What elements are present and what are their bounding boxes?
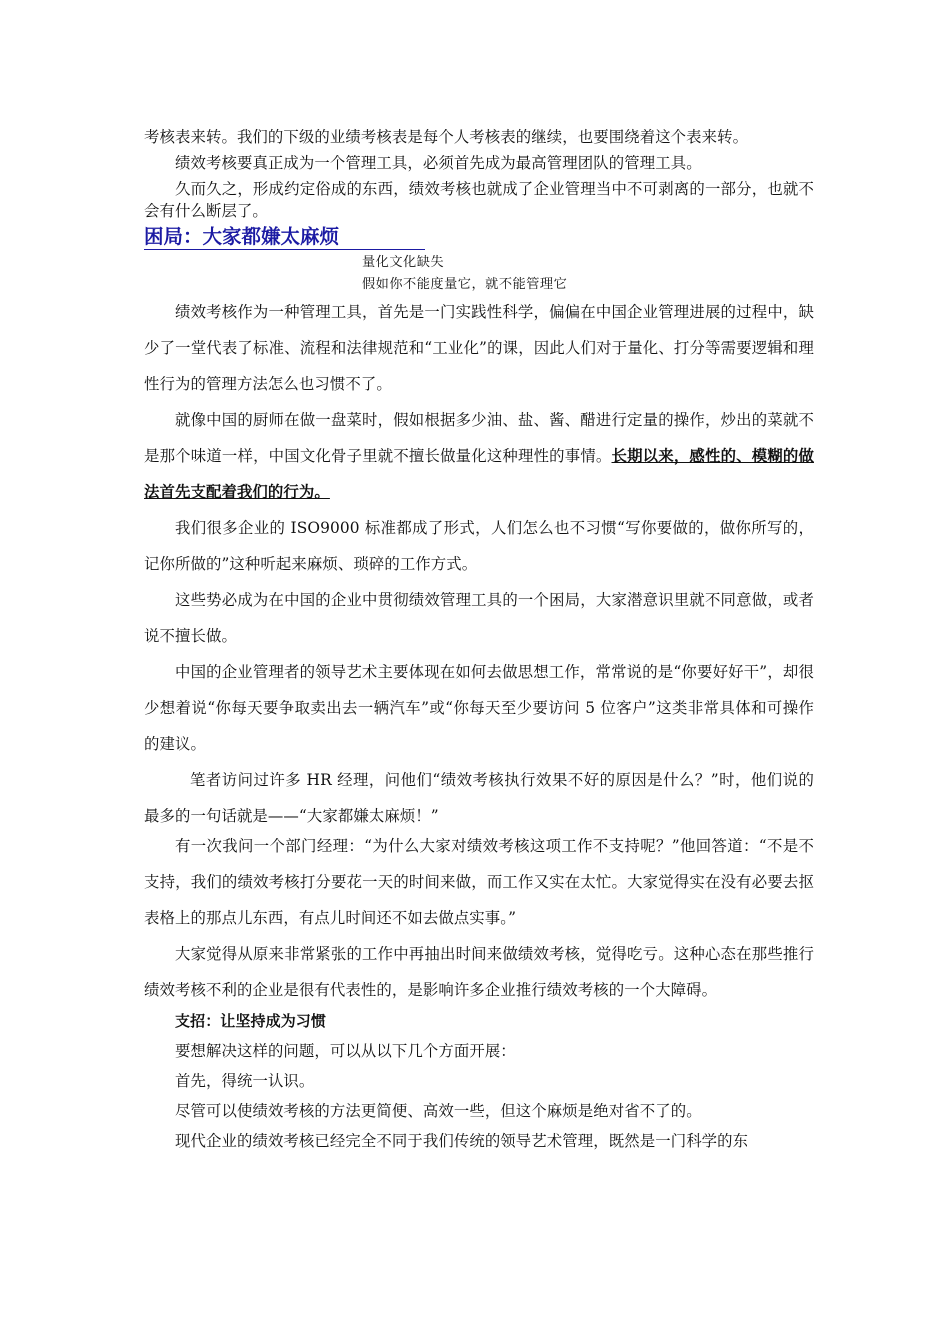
- paragraph-body-2-text: 就像中国的厨师在做一盘菜时，假如根据多少油、盐、酱、醋进行定量的操作，炒出的菜就不是那个味道一样，中国文化骨子里就不擅长做量化这种理性的事情。: [144, 411, 814, 465]
- paragraph-intro-2: 绩效考核要真正成为一个管理工具，必须首先成为最高管理团队的管理工具。: [175, 154, 702, 172]
- tips-paragraph-1: 要想解决这样的问题，可以从以下几个方面开展：: [175, 1042, 516, 1060]
- section-heading-wrap: [144, 222, 814, 250]
- paragraph-body-2-emphasis: 长期以来，感性的、模糊的做法首先支配着我们的行为。: [144, 447, 814, 501]
- tips-heading: 支招：让坚持成为习惯: [175, 1012, 327, 1030]
- section-subtitle-2: 假如你不能度量它，就不能管理它: [362, 277, 568, 292]
- tips-paragraph-4: 现代企业的绩效考核已经完全不同于我们传统的领导艺术管理，既然是一门科学的东: [175, 1132, 749, 1150]
- tips-paragraph-2: 首先，得统一认识。: [175, 1072, 315, 1090]
- paragraph-intro-3: 久而久之，形成约定俗成的东西，绩效考核也就成了企业管理当中不可剥离的一部分，也就不会有什么断层了。: [144, 180, 814, 220]
- paragraph-body-3: 我们很多企业的 ISO9000 标准都成了形式，人们怎么也不习惯“写你要做的，做你所写的，记你所做的”这种听起来麻烦、琐碎的工作方式。: [144, 519, 814, 573]
- paragraph-body-4: 这些势必成为在中国的企业中贯彻绩效管理工具的一个困局，大家潜意识里就不同意做，或者说不擅长做。: [144, 591, 814, 645]
- paragraph-intro-1: 考核表来转。我们的下级的业绩考核表是每个人考核表的继续，也要围绕着这个表来转。: [144, 128, 749, 146]
- section-title: 困局：大家都嫌太麻烦: [144, 224, 425, 250]
- tips-paragraph-3: 尽管可以使绩效考核的方法更简便、高效一些，但这个麻烦是绝对省不了的。: [175, 1102, 702, 1120]
- paragraph-body-8: 大家觉得从原来非常紧张的工作中再抽出时间来做绩效考核，觉得吃亏。这种心态在那些推行绩效考核不利的企业是很有代表性的，是影响许多企业推行绩效考核的一个大障碍。: [144, 945, 814, 999]
- section-subtitle-1: 量化文化缺失: [362, 255, 445, 270]
- paragraph-body-7: 有一次我问一个部门经理：“为什么大家对绩效考核这项工作不支持呢？”他回答道：“不是不支持，我们的绩效考核打分要花一天的时间来做，而工作又实在太忙。大家觉得实在没有必要去抠表格上的那点儿东西，有点儿时间还不如去做点实事。”: [144, 837, 814, 927]
- document-page: [144, 124, 814, 1156]
- paragraph-body-5: 中国的企业管理者的领导艺术主要体现在如何去做思想工作，常常说的是“你要好好干”，却很少想着说“你每天要争取卖出去一辆汽车”或“你每天至少要访问 5 位客户”这类非常具体和可操作的建议。: [144, 663, 814, 753]
- paragraph-body-6: 笔者访问过许多 HR 经理，问他们“绩效考核执行效果不好的原因是什么？”时，他们说的最多的一句话就是——“大家都嫌太麻烦！”: [144, 771, 814, 825]
- paragraph-body-2: [144, 402, 814, 510]
- paragraph-body-1: 绩效考核作为一种管理工具，首先是一门实践性科学，偏偏在中国企业管理进展的过程中，缺少了一堂代表了标准、流程和法律规范和“工业化”的课，因此人们对于量化、打分等需要逻辑和理性行为的管理方法怎么也习惯不了。: [144, 303, 814, 393]
